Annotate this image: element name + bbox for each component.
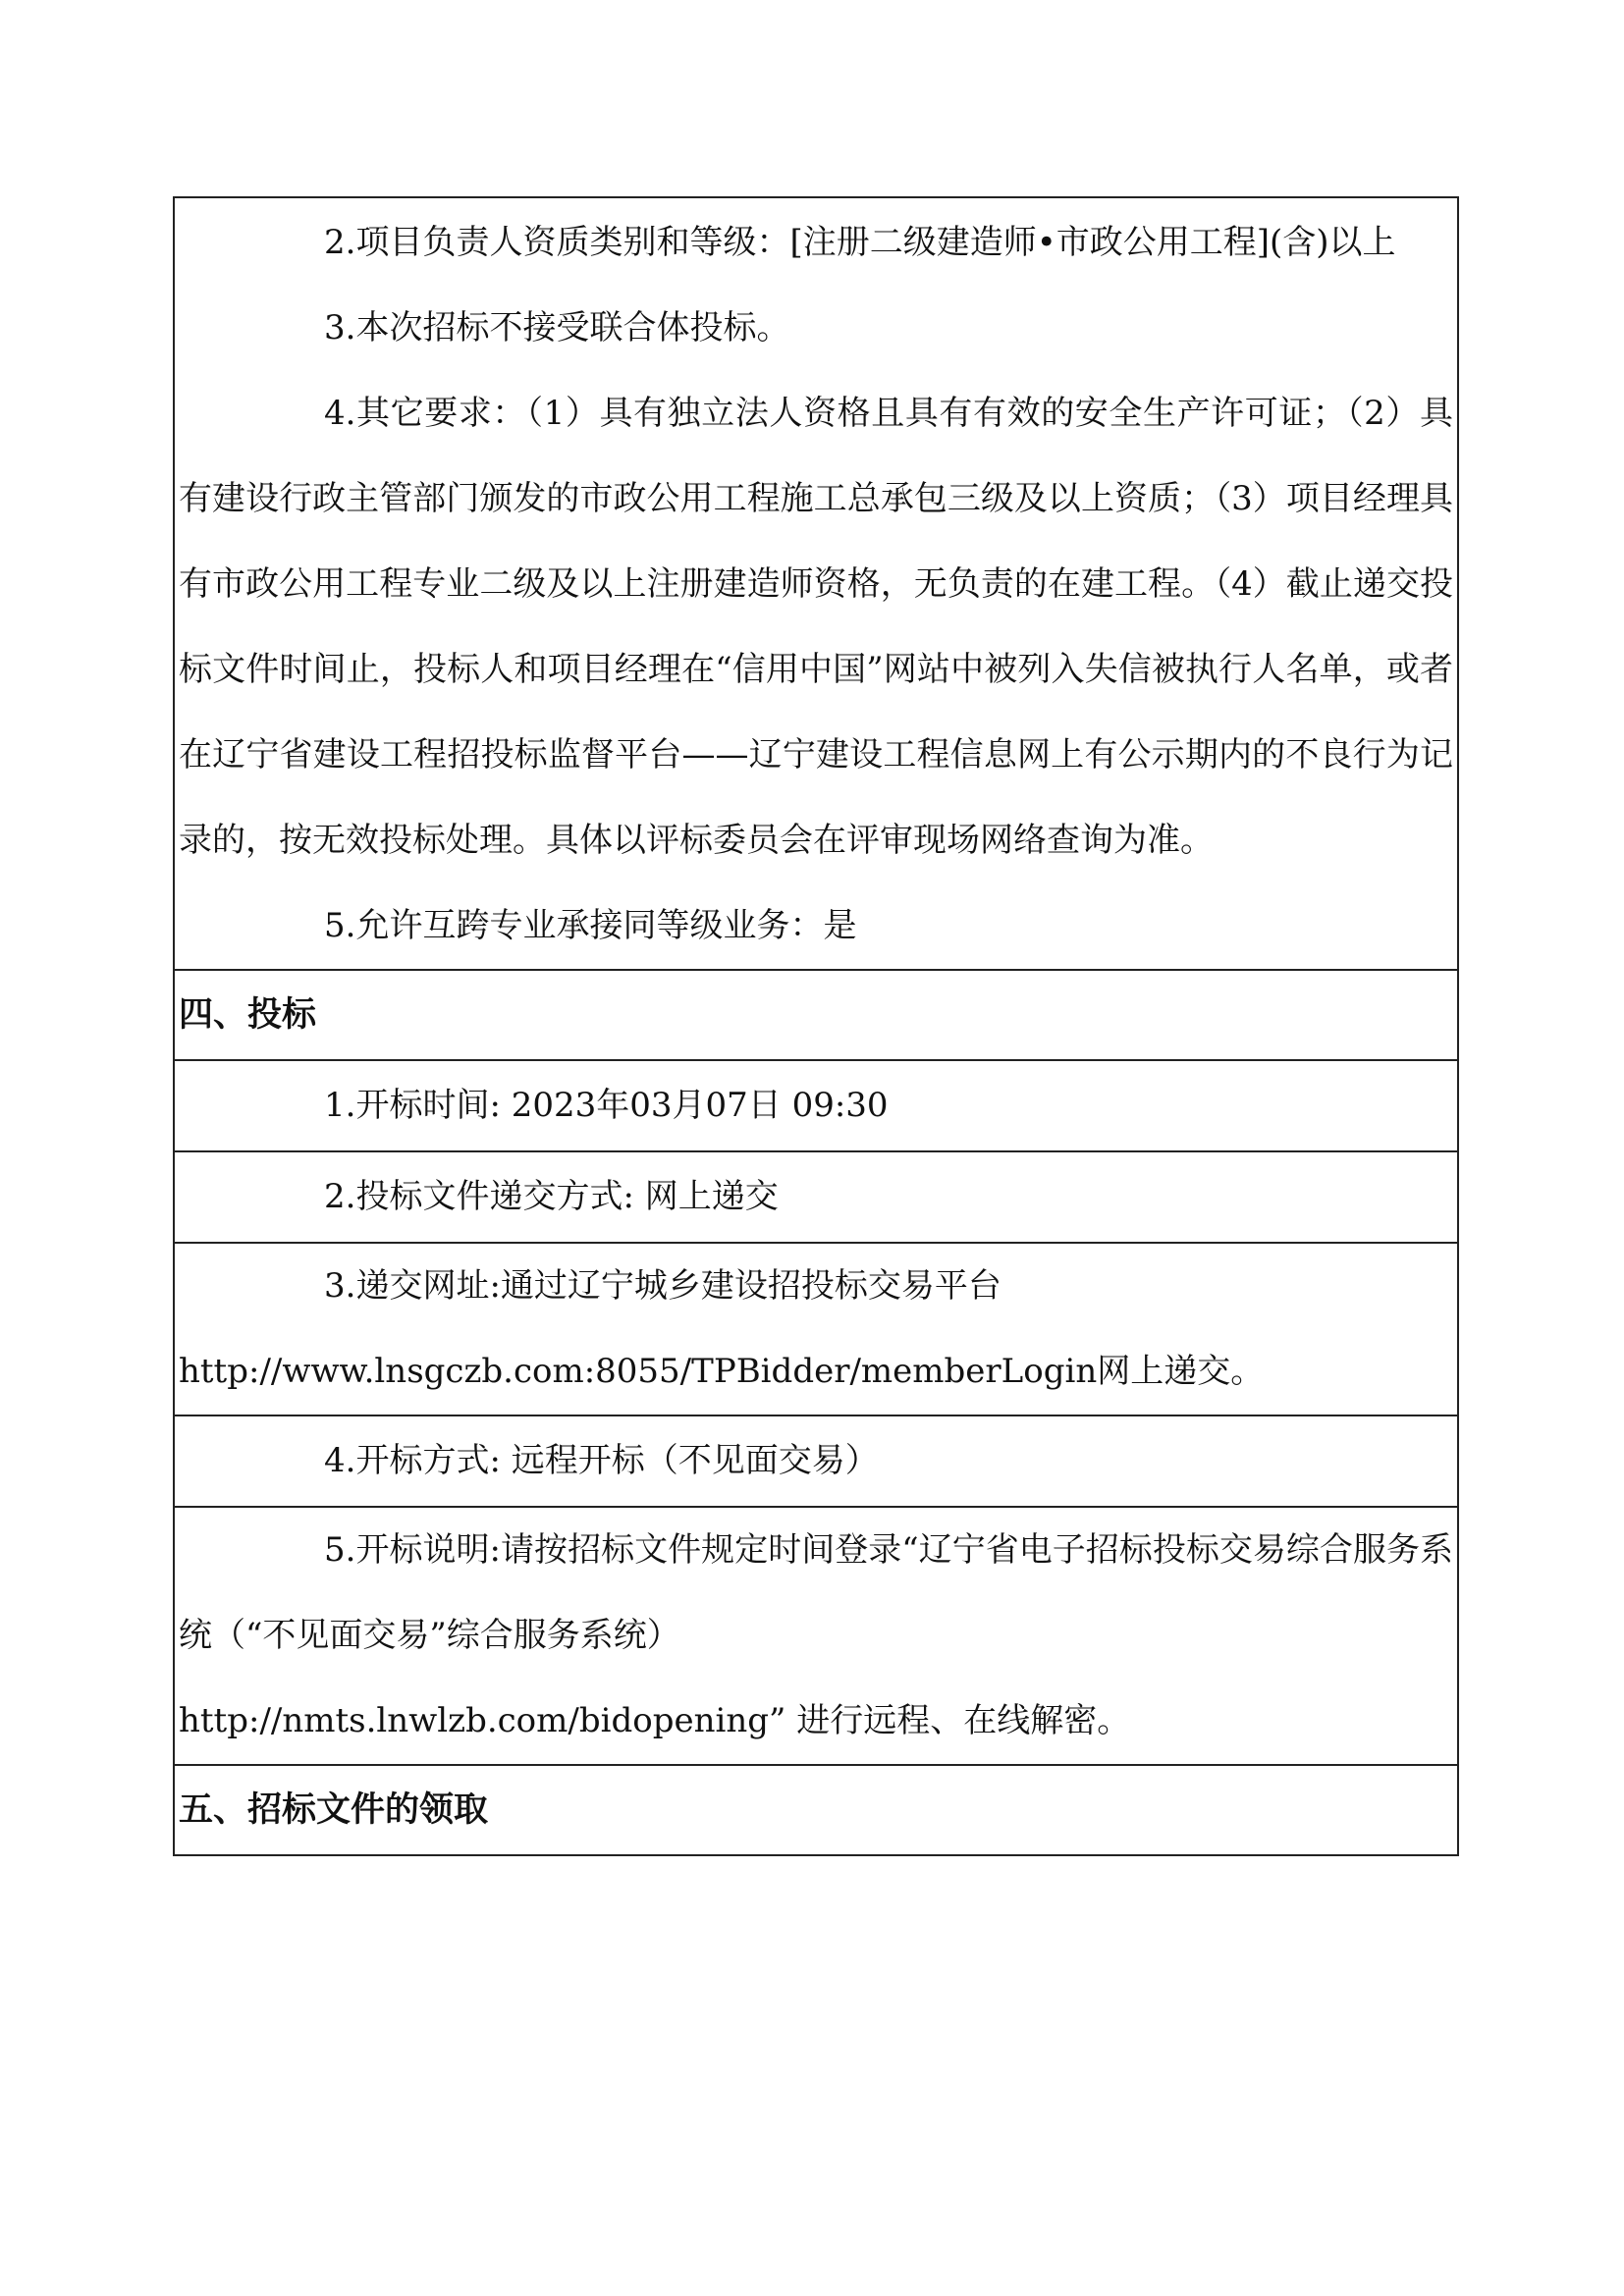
opening-note-url[interactable]: http://nmts.lnwlzb.com/bidopening” 进行远程、在线解密。 (179, 1701, 1131, 1740)
tender-notice-table (173, 196, 1459, 1856)
section-heading-bidding (175, 971, 1457, 1061)
opening-method-cell (175, 1416, 1457, 1508)
qualification-requirements-cell (175, 198, 1457, 971)
section-heading-documents (175, 1766, 1457, 1854)
opening-note: 5.开标说明:请按招标文件规定时间登录“辽宁省电子招标投标交易综合服务系统（“不见面交易”综合服务系统） (179, 1530, 1453, 1655)
qualification-item-3: 3.本次招标不接受联合体投标。 (324, 308, 790, 347)
heading-documents: 五、招标文件的领取 (179, 1789, 489, 1830)
heading-bidding: 四、投标 (179, 994, 317, 1035)
submit-site-label: 3.递交网址:通过辽宁城乡建设招投标交易平台 (324, 1266, 1001, 1306)
qualification-item-4: 4.其它要求：（1）具有独立法人资格且具有有效的安全生产许可证；（2）具有建设行政主管部门颁发的市政公用工程施工总承包三级及以上资质；（3）项目经理具有市政公用工程专业二级及以上注册建造师资格，无负责的在建工程。（4）截止递交投标文件时间止，投标人和项目经理在“信用中国”网站中被列入失信被执行人名单，或者在辽宁省建设工程招投标监督平台——辽宁建设工程信息网上有公示期内的不良行为记录的，按无效投标处理。具体以评标委员会在评审现场网络查询为准。 (179, 394, 1453, 860)
submit-site-url[interactable]: http://www.lnsgczb.com:8055/TPBidder/memberLogin网上递交。 (179, 1352, 1265, 1391)
opening-note-cell (175, 1508, 1457, 1766)
submit-method: 2.投标文件递交方式: 网上递交 (324, 1177, 779, 1216)
opening-time: 1.开标时间: 2023年03月07日 09:30 (324, 1086, 889, 1125)
opening-method: 4.开标方式: 远程开标（不见面交易） (324, 1441, 879, 1480)
submit-method-cell (175, 1152, 1457, 1244)
qualification-item-2: 2.项目负责人资质类别和等级：[注册二级建造师•市政公用工程](含)以上 (324, 223, 1396, 262)
qualification-item-5: 5.允许互跨专业承接同等级业务：是 (324, 906, 857, 945)
submit-site-cell (175, 1244, 1457, 1416)
opening-time-cell (175, 1061, 1457, 1152)
